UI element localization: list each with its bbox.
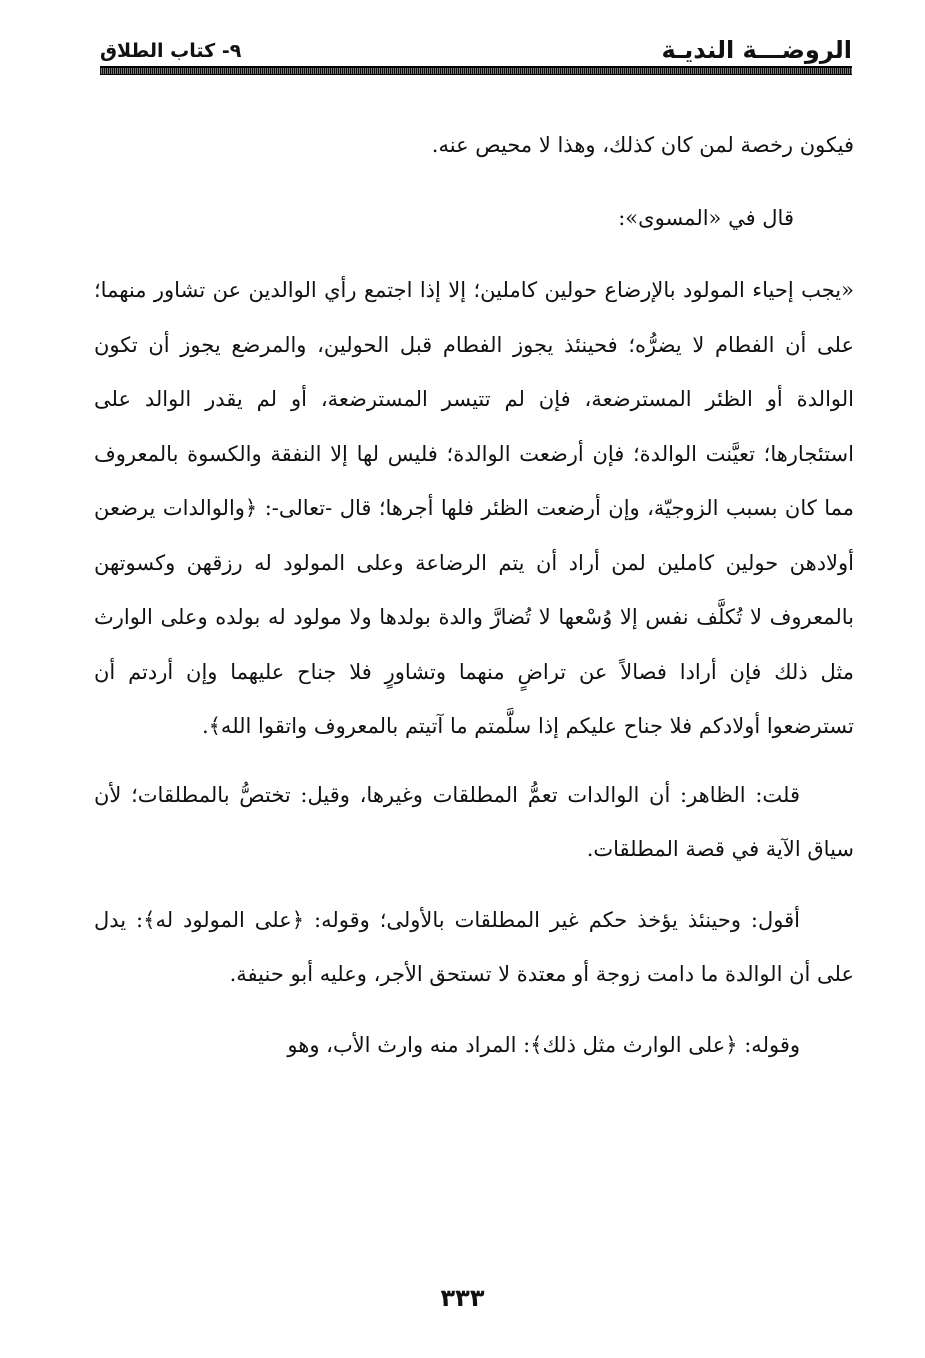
paragraph-aqulu: أقول: وحينئذ يؤخذ حكم غير المطلقات بالأولى؛ وقوله: ﴿على المولود له﴾: يدل على أن الوالدة ما دامت زوجة أو معتدة لا تستحق الأجر، وعليه أبو حنيفة. [94,907,854,986]
header-divider [100,66,852,75]
paragraph-quotation: «يجب إحياء المولود بالإرضاع حولين كاملين؛ إلا إذا اجتمع رأي الوالدين عن تشاور منهما؛ على أن الفطام لا يضرُّه؛ فحينئذ يجوز الفطام قبل الحولين، والمرضع يجوز أن تكون الوالدة أو الظئر المسترضعة، فإن لم تتيسر المسترضعة، أو لم يقدر الوالد على استئجارها؛ تعيَّنت الوالدة؛ فإن أرضعت الوالدة؛ فليس لها إلا النفقة والكسوة بالمعروف مما كان بسبب الزوجيّة، وإن أرضعت الظئر فلها أجرها؛ قال -تعالى-: ﴿والوالدات يرضعن أولادهن حولين كاملين لمن أراد أن يتم الرضاعة وعلى المولود له رزقهن وكسوتهن بالمعروف لا تُكلَّف نفس إلا وُسْعها لا تُضارَّ والدة بولدها ولا مولود له بولده وعلى الوارث مثل ذلك فإن أرادا فصالاً عن تراضٍ منهما وتشاورٍ فلا جناح عليهما وإن أردتم أن تسترضعوا أولادكم فلا جناح عليكم إذا سلَّمتم ما آتيتم بالمعروف واتقوا الله﴾. [94,278,854,738]
book-title: الروضـــة النديـة [661,36,852,64]
paragraph-intro: فيكون رخصة لمن كان كذلك، وهذا لا محيص عنه. [431,133,854,157]
chapter-title: ٩- كتاب الطلاق [100,40,242,62]
paragraph-qultu: قلت: الظاهر: أن الوالدات تعمُّ المطلقات وغيرها، وقيل: تختصُّ بالمطلقات؛ لأن سياق الآية في قصة المطلقات. [94,782,854,861]
paragraph-qawluhu: وقوله: ﴿على الوارث مثل ذلك﴾: المراد منه وارث الأب، وهو [287,1032,800,1057]
body-text [94,118,854,1072]
paragraph-citation-label: قال في «المسوى»: [618,205,794,230]
page-header [100,30,852,66]
page-number: ٣٣٣ [440,1284,485,1312]
